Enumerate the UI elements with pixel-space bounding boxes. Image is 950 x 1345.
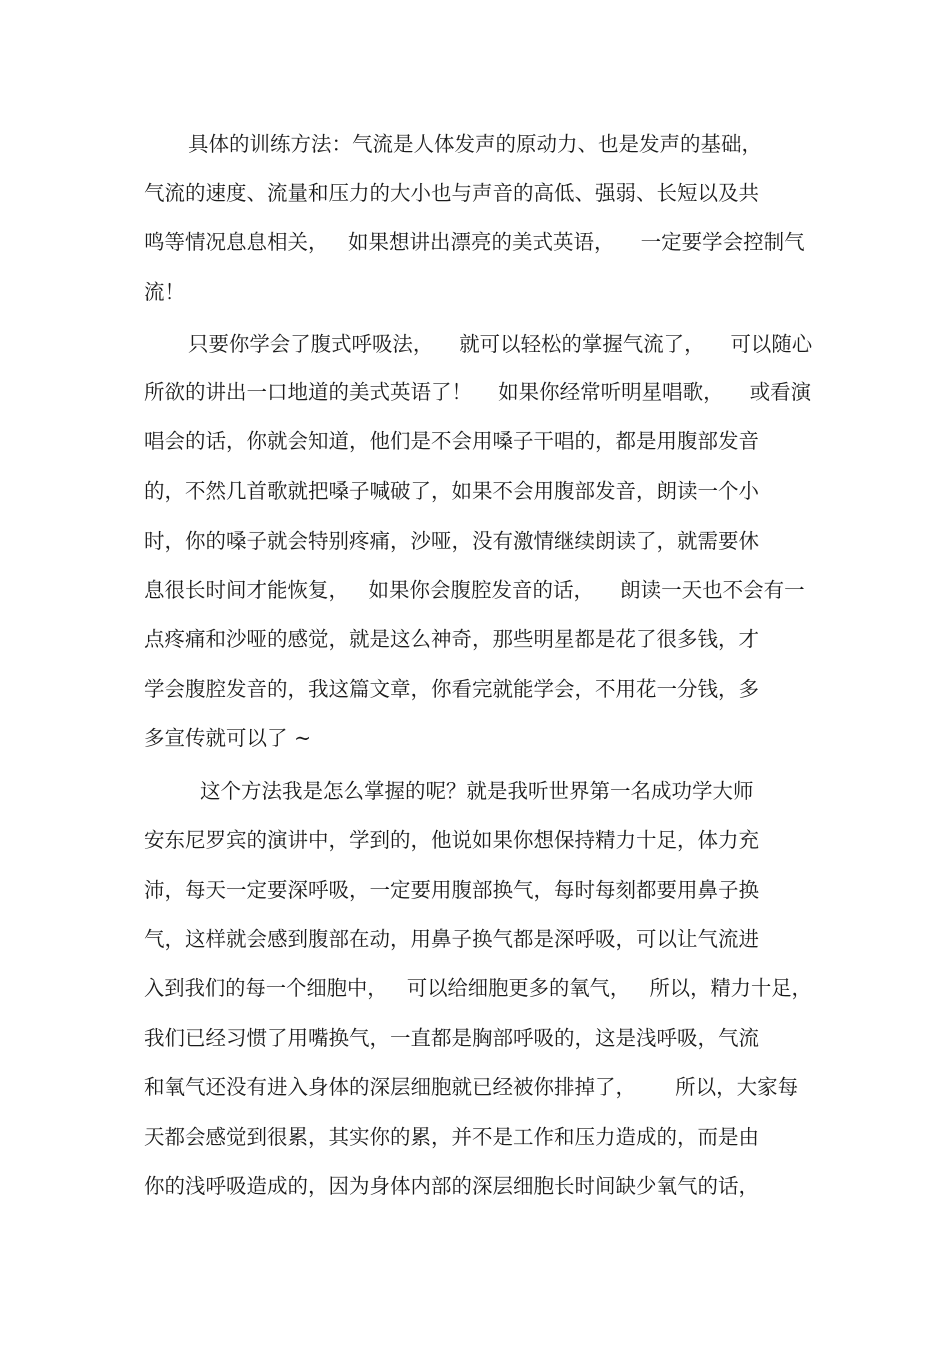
paragraph-2-line-2: 所欲的讲出一口地道的美式英语了！ 如果你经常听明星唱歌， 或看演 bbox=[144, 380, 812, 404]
paragraph-3-line-5: 入到我们的每一个细胞中， 可以给细胞更多的氧气， 所以，精力十足， bbox=[144, 976, 812, 1000]
paragraph-2-line-6: 息很长时间才能恢复， 如果你会腹腔发音的话， 朗读一天也不会有一 bbox=[144, 578, 805, 602]
paragraph-1-line-1: 具体的训练方法：气流是人体发声的原动力、也是发声的基础， bbox=[188, 132, 762, 156]
paragraph-1-line-4: 流！ bbox=[144, 280, 185, 304]
paragraph-2-line-3: 唱会的话，你就会知道，他们是不会用嗓子干唱的，都是用腹部发音 bbox=[144, 429, 759, 453]
paragraph-2-line-1: 只要你学会了腹式呼吸法， 就可以轻松的掌握气流了， 可以随心 bbox=[188, 332, 813, 356]
paragraph-2-line-5: 时，你的嗓子就会特别疼痛，沙哑，没有激情继续朗读了，就需要休 bbox=[144, 529, 759, 553]
paragraph-3-line-4: 气，这样就会感到腹部在动，用鼻子换气都是深呼吸，可以让气流进 bbox=[144, 927, 759, 951]
paragraph-2-line-7: 点疼痛和沙哑的感觉，就是这么神奇，那些明星都是花了很多钱，才 bbox=[144, 627, 759, 651]
paragraph-2-line-9: 多宣传就可以了 ~ bbox=[144, 726, 312, 750]
paragraph-3-line-9: 你的浅呼吸造成的，因为身体内部的深层细胞长时间缺少氧气的话， bbox=[144, 1174, 759, 1198]
paragraph-3-line-8: 天都会感觉到很累，其实你的累，并不是工作和压力造成的，而是由 bbox=[144, 1125, 759, 1149]
paragraph-2-line-4: 的，不然几首歌就把嗓子喊破了，如果不会用腹部发音，朗读一个小 bbox=[144, 479, 759, 503]
paragraph-3-line-2: 安东尼罗宾的演讲中，学到的，他说如果你想保持精力十足，体力充 bbox=[144, 828, 759, 852]
paragraph-1-line-2: 气流的速度、流量和压力的大小也与声音的高低、强弱、长短以及共 bbox=[144, 181, 759, 205]
paragraph-3-line-6: 我们已经习惯了用嘴换气，一直都是胸部呼吸的，这是浅呼吸，气流 bbox=[144, 1026, 759, 1050]
paragraph-3-line-1: 这个方法我是怎么掌握的呢？就是我听世界第一名成功学大师 bbox=[200, 779, 754, 803]
paragraph-1-line-3: 鸣等情况息息相关， 如果想讲出漂亮的美式英语， 一定要学会控制气 bbox=[144, 230, 805, 254]
paragraph-3-line-3: 沛，每天一定要深呼吸，一定要用腹部换气，每时每刻都要用鼻子换 bbox=[144, 878, 759, 902]
paragraph-3-line-7: 和氧气还没有进入身体的深层细胞就已经被你排掉了， 所以，大家每 bbox=[144, 1075, 799, 1099]
paragraph-2-line-8: 学会腹腔发音的，我这篇文章，你看完就能学会，不用花一分钱，多 bbox=[144, 677, 759, 701]
